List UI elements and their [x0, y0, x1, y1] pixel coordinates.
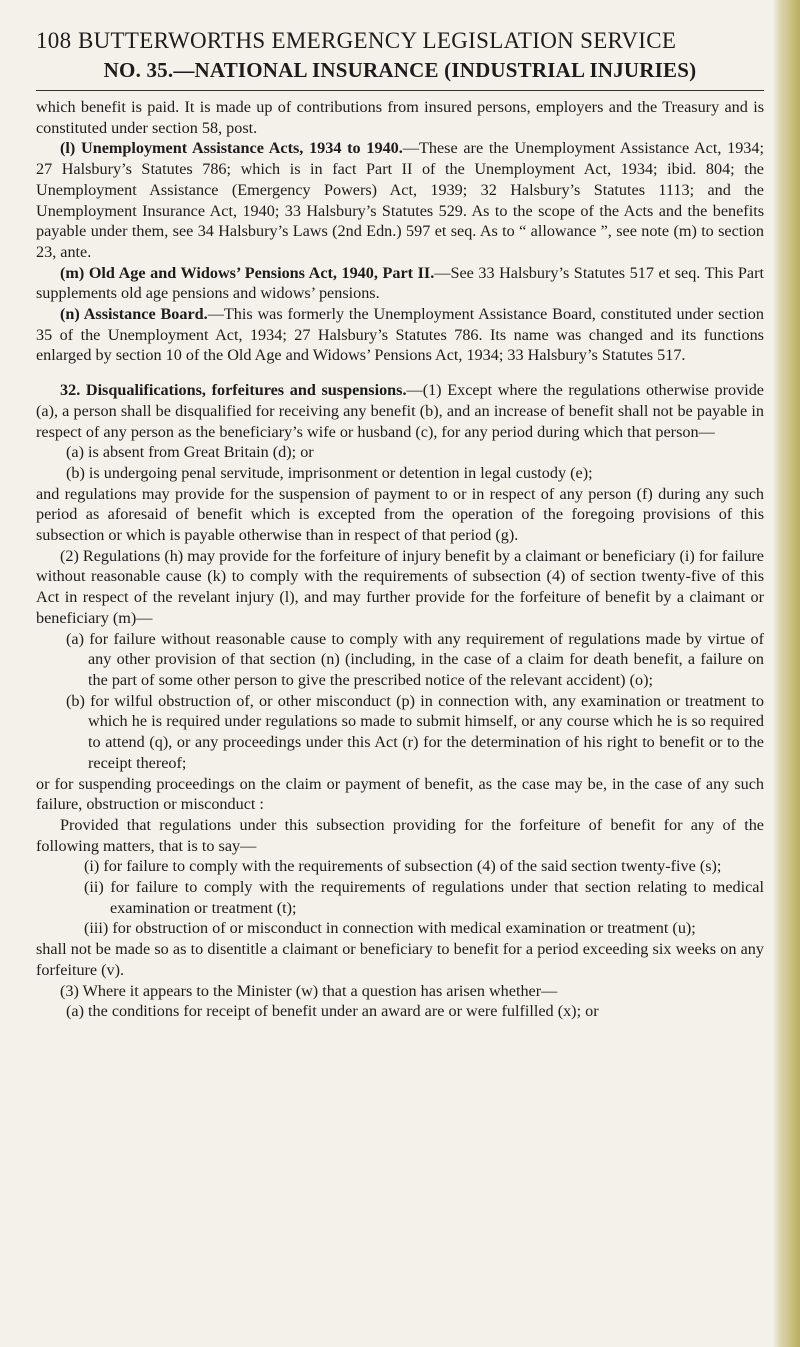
- header-rule: [36, 90, 764, 91]
- section-32-1-text: —(1) Except where the regulations otherwise provide (a), a person shall be disqualified for receiving any benefit (b), and an increase of benefit shall not be payable in respect of any person as the beneficiary’s wife or husband (c), for any period during which that person—: [36, 381, 764, 441]
- proviso-item-ii: (ii) for failure to comply with the requirements of regulations under that section relating to medical examination or treatment (t);: [84, 878, 764, 917]
- note-l-text: —These are the Unemployment Assistance Act, 1934; 27 Halsbury’s Statutes 786; which is in fact Part II of the Unemployment Act, 1934; ibid. 804; the Unemployment Assistance (Emergency Powers) Act, 1939; 32 Halsbury’s Statutes 1113; and the Unemployment Insurance Act, 1940; 33 Halsbury’s Statutes 529. As to the scope of the Acts and the benefits payable under them, see 34 Halsbury’s Laws (2nd Edn.) 597 et seq. As to “ allowance ”, see note (m) to section 23, ante.: [36, 139, 764, 261]
- proviso-item-iii: (iii) for obstruction of or misconduct in connection with medical examination or treatment (u);: [84, 919, 696, 938]
- section-32-heading: 32. Disqualifications, forfeitures and suspensions.: [60, 381, 407, 400]
- section-32-subsection-1: [36, 380, 764, 442]
- clause-3a: (a) the conditions for receipt of benefit under an award are or were fulfilled (x); or: [66, 1002, 599, 1021]
- page-edge: [772, 0, 800, 1347]
- clause-2b: (b) for wilful obstruction of, or other misconduct (p) in connection with, any examination or treatment to which he is required under regulations so made to submit himself, or any course which he is so required to attend (q), or any proceedings under this Act (r) for the determination of his right to benefit or to the receipt thereof;: [66, 691, 764, 772]
- subsection-1-continuation: and regulations may provide for the suspension of payment to or in respect of any person (f) during any such period as aforesaid of benefit which is excepted from the operation of the foregoing provisions of this subsection or which is payable otherwise than in respect of that period (g).: [36, 484, 764, 545]
- chapter-subtitle: NO. 35.—NATIONAL INSURANCE (INDUSTRIAL INJURIES): [103, 58, 697, 82]
- proviso-conclusion: shall not be made so as to disentitle a claimant or beneficiary to benefit for a period exceeding six weeks on any forfeiture (v).: [36, 940, 764, 979]
- note-m: [36, 263, 764, 304]
- proviso: Provided that regulations under this subsection providing for the forfeiture of benefit for any of the following matters, that is to say—: [36, 815, 764, 855]
- book-page: [36, 28, 764, 1022]
- subsection-2-continuation: or for suspending proceedings on the claim or payment of benefit, as the case may be, in the case of any such failure, obstruction or misconduct :: [36, 774, 764, 814]
- running-title: BUTTERWORTHS EMERGENCY LEGISLATION SERVICE: [78, 28, 677, 53]
- note-m-text: —See 33 Halsbury’s Statutes 517 et seq. This Part supplements old age pensions and widows’ pensions.: [36, 263, 765, 303]
- note-l-heading: (l) Unemployment Assistance Acts, 1934 to 1940.: [60, 139, 403, 158]
- clause-1b: (b) is undergoing penal servitude, imprisonment or detention in legal custody (e);: [66, 463, 593, 482]
- continuation-paragraph: which benefit is paid. It is made up of contributions from insured persons, employers and the Treasury and is constituted under section 58, post.: [36, 98, 764, 137]
- subsection-3: (3) Where it appears to the Minister (w) that a question has arisen whether—: [60, 981, 558, 1000]
- note-n-text: —This was formerly the Unemployment Assistance Board, constituted under section 35 of the Unemployment Act, 1934; 27 Halsbury’s Statutes 786. Its name was changed and its functions enlarged by section 10 of the Old Age and Widows’ Pensions Act, 1934; 33 Halsbury’s Statutes 517.: [36, 305, 764, 365]
- subsection-2: (2) Regulations (h) may provide for the forfeiture of injury benefit by a claimant or beneficiary (i) for failure without reasonable cause (k) to comply with the requirements of subsection (4) of section twenty-five of this Act in respect of the revelant injury (l), and may further provide for the forfeiture of benefit by a claimant or beneficiary (m)—: [36, 546, 764, 627]
- proviso-item-i: (i) for failure to comply with the requirements of subsection (4) of the said section twenty-five (s);: [84, 857, 722, 876]
- note-m-heading: (m) Old Age and Widows’ Pensions Act, 1940, Part II.: [60, 263, 435, 282]
- note-n: [36, 304, 764, 366]
- note-l: [36, 138, 764, 262]
- note-n-heading: (n) Assistance Board.: [60, 305, 208, 324]
- page-number: 108: [36, 28, 72, 53]
- running-header: [36, 28, 764, 56]
- clause-1a: (a) is absent from Great Britain (d); or: [66, 443, 314, 462]
- clause-2a: (a) for failure without reasonable cause to comply with any requirement of regulations made by virtue of any other provision of that section (n) (including, in the case of a claim for death benefit, a failure on the part of some other person to give the prescribed notice of the relevant accident) (o);: [66, 629, 764, 689]
